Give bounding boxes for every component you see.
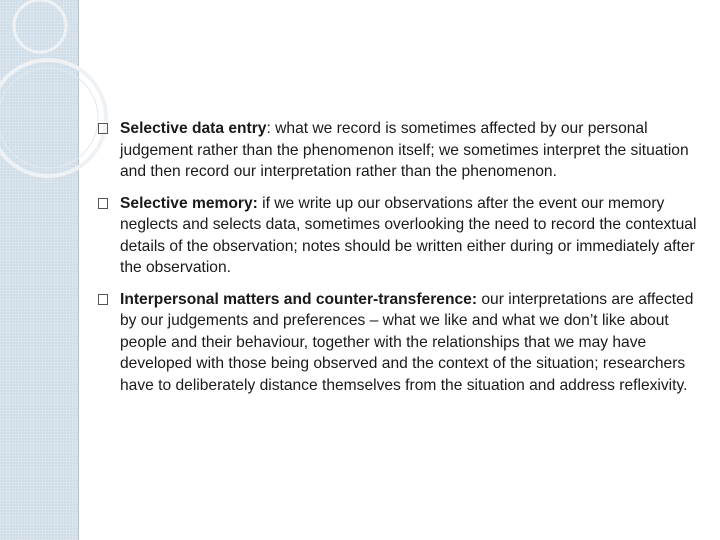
bullet-text: : what we record is sometimes affected by our personal judgement rather than the phenomenon itself; we sometimes interpret the situation and then record our interpretation rather than the phenomenon. (120, 120, 689, 180)
bullet-item-selective-data-entry (98, 118, 698, 183)
bullet-box-icon (98, 123, 108, 134)
bullet-box-icon (98, 198, 108, 209)
bullet-text: if we write up our observations after the event our memory neglects and selects data, sometimes overlooking the need to record the contextual details of the observation; notes should be written either during or immediately after the observation. (120, 194, 697, 276)
bullet-term: Selective memory: (120, 194, 258, 212)
bullet-item-interpersonal-matters (98, 289, 698, 397)
bullet-text: our interpretations are affected by our judgements and preferences – what we like and what we don’t like about people and their behaviour, together with the relationships that we may have developed with those being observed and the context of the situation; researchers have to deliberately distance themselves from the situation and address reflexivity. (120, 290, 694, 394)
side-panel-decoration (0, 0, 79, 540)
bullet-box-icon (98, 294, 108, 305)
bullet-term: Interpersonal matters and counter-transference: (120, 290, 478, 308)
bullet-term: Selective data entry (120, 120, 267, 137)
bullet-list (98, 118, 698, 406)
bullet-item-selective-memory (98, 193, 698, 279)
